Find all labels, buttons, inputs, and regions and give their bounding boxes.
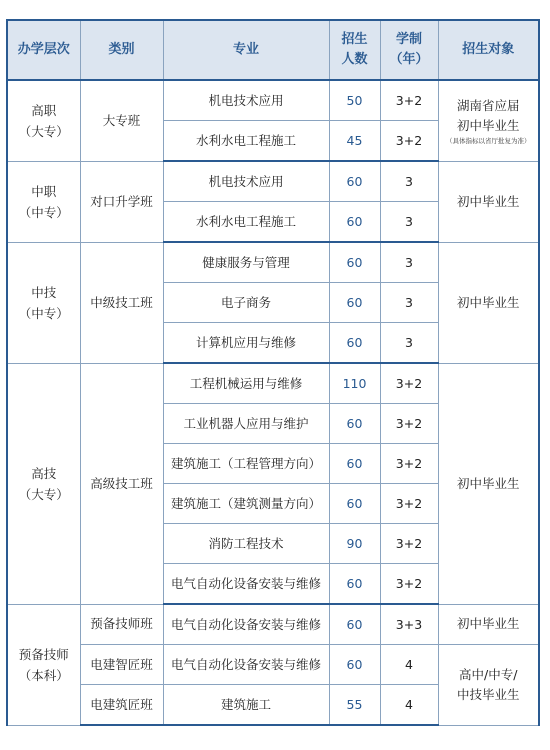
major-cell: 建筑施工（工程管理方向）	[163, 444, 329, 484]
duration-cell: 3	[380, 323, 438, 364]
enrollment-cell: 60	[329, 161, 380, 202]
enrollment-cell: 90	[329, 524, 380, 564]
enrollment-table	[6, 19, 540, 726]
table-header-row	[7, 20, 539, 80]
enrollment-cell: 45	[329, 121, 380, 162]
enrollment-cell: 60	[329, 202, 380, 243]
table-row	[7, 363, 539, 404]
target-line: 中技毕业生	[456, 686, 520, 702]
target-cell: 初中毕业生	[438, 242, 539, 363]
target-line: 湖南省应届	[456, 97, 520, 113]
target-line: 高中/中专/	[459, 666, 518, 682]
target-line: 初中毕业生	[456, 117, 520, 133]
duration-cell: 3+2	[380, 404, 438, 444]
target-cell: 初中毕业生	[438, 161, 539, 242]
major-cell: 机电技术应用	[163, 161, 329, 202]
duration-cell: 3	[380, 242, 438, 283]
duration-cell: 4	[380, 685, 438, 726]
duration-cell: 3	[380, 202, 438, 243]
table-row	[7, 161, 539, 202]
enrollment-cell: 60	[329, 404, 380, 444]
category-cell: 预备技师班	[80, 604, 163, 645]
major-cell: 电子商务	[163, 283, 329, 323]
major-cell: 计算机应用与维修	[163, 323, 329, 364]
table-row	[7, 604, 539, 645]
level-cell	[7, 604, 80, 725]
category-cell: 电建筑匠班	[80, 685, 163, 726]
level-cell	[7, 161, 80, 242]
level-name: 预备技师	[18, 646, 69, 662]
category-cell: 大专班	[80, 80, 163, 161]
enrollment-cell: 60	[329, 564, 380, 605]
level-name: 中职	[31, 183, 57, 199]
header-level: 办学层次	[7, 20, 80, 80]
major-cell: 建筑施工	[163, 685, 329, 726]
level-name: 中技	[31, 284, 57, 300]
enrollment-cell: 50	[329, 80, 380, 121]
category-cell: 对口升学班	[80, 161, 163, 242]
level-tier: （本科）	[18, 667, 69, 683]
table-row	[7, 80, 539, 121]
enrollment-cell: 60	[329, 283, 380, 323]
duration-cell: 3+2	[380, 444, 438, 484]
level-cell	[7, 363, 80, 604]
level-name: 高技	[31, 465, 57, 481]
duration-cell: 3	[380, 283, 438, 323]
header-enrollment-line2: 人数	[341, 52, 368, 67]
enrollment-cell: 60	[329, 604, 380, 645]
major-cell: 工程机械运用与维修	[163, 363, 329, 404]
enrollment-cell: 60	[329, 242, 380, 283]
level-name: 高职	[31, 102, 57, 118]
duration-cell: 3+2	[380, 121, 438, 162]
major-cell: 机电技术应用	[163, 80, 329, 121]
header-category: 类别	[80, 20, 163, 80]
major-cell: 电气自动化设备安装与维修	[163, 645, 329, 685]
enrollment-cell: 110	[329, 363, 380, 404]
category-cell: 高级技工班	[80, 363, 163, 604]
target-note: （具体指标以省厅批复为准）	[446, 136, 531, 145]
enrollment-cell: 60	[329, 323, 380, 364]
duration-cell: 3+2	[380, 363, 438, 404]
duration-cell: 3+2	[380, 80, 438, 121]
duration-cell: 3+2	[380, 524, 438, 564]
enrollment-cell: 60	[329, 645, 380, 685]
table-row	[7, 645, 539, 685]
level-tier: （大专）	[18, 486, 69, 502]
category-cell: 电建智匠班	[80, 645, 163, 685]
category-cell: 中级技工班	[80, 242, 163, 363]
header-target: 招生对象	[438, 20, 539, 80]
level-tier: （中专）	[18, 204, 69, 220]
header-major: 专业	[163, 20, 329, 80]
enrollment-cell: 60	[329, 444, 380, 484]
header-duration-line2: （年）	[389, 52, 429, 67]
target-cell	[438, 645, 539, 726]
header-enrollment	[329, 20, 380, 80]
enrollment-cell: 60	[329, 484, 380, 524]
enrollment-cell: 55	[329, 685, 380, 726]
header-duration-line1: 学制	[395, 32, 422, 47]
header-enrollment-line1: 招生	[341, 32, 368, 47]
major-cell: 工业机器人应用与维护	[163, 404, 329, 444]
major-cell: 建筑施工（建筑测量方向）	[163, 484, 329, 524]
target-cell: 初中毕业生	[438, 363, 539, 604]
major-cell: 水利水电工程施工	[163, 121, 329, 162]
level-tier: （中专）	[18, 305, 69, 321]
major-cell: 健康服务与管理	[163, 242, 329, 283]
level-cell	[7, 242, 80, 363]
duration-cell: 4	[380, 645, 438, 685]
major-cell: 水利水电工程施工	[163, 202, 329, 243]
target-cell	[438, 80, 539, 161]
duration-cell: 3+2	[380, 564, 438, 605]
major-cell: 电气自动化设备安装与维修	[163, 564, 329, 605]
level-tier: （大专）	[18, 123, 69, 139]
duration-cell: 3+2	[380, 484, 438, 524]
level-cell	[7, 80, 80, 161]
table-row	[7, 242, 539, 283]
major-cell: 消防工程技术	[163, 524, 329, 564]
major-cell: 电气自动化设备安装与维修	[163, 604, 329, 645]
target-cell: 初中毕业生	[438, 604, 539, 645]
duration-cell: 3+3	[380, 604, 438, 645]
header-duration	[380, 20, 438, 80]
duration-cell: 3	[380, 161, 438, 202]
